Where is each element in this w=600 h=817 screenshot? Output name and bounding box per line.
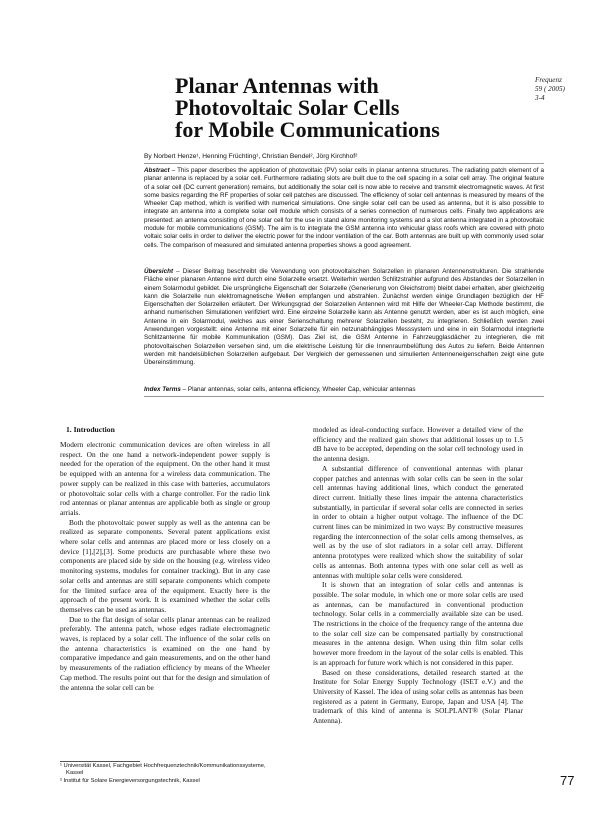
uebersicht-label: Übersicht [144, 268, 174, 275]
journal-volume: 59 ( 2005) [535, 85, 565, 93]
body-column-left [60, 440, 270, 692]
page-number: 77 [560, 773, 575, 788]
uebersicht-text: – Dieser Beitrag beschreibt die Verwendung von photovoltaischen Solarzellen in planaren Antennenstrukturen. Die strahlende Fläche einer planaren Antenne wird durch eine Solarzelle ersetzt. Weiterhin werden Schlitzstrahler aufgrund des Abstandes der Solarzellen in einem Solarmodul gebildet. Die ursprüngliche Eigenschaft der Solarzelle (Generierung von Gleichstrom) bleibt dabei erhalten, aber gleichzeitig kann die Solarzelle nun elektromagnetische Wellen empfangen und abstrahlen. Zunächst werden einige Grundlagen bezüglich der HF Eigenschaften der Solarzellen erläutert. Der Wirkungsgrad der Solarzellen Antennen wird mit Hilfe der Wheeler-Cap Methode bestimmt, die anhand numerischen Simulationen verifiziert wird. Eine einzelne Solarzelle kann als Antenne genutzt werden, aber es ist auch möglich, eine Antenne in ein Solarmodul, welches aus einer Serienschaltung mehrerer Solarzellen besteht, zu integrieren. Schließlich werden zwei Anwendungen vorgestellt: eine Antenne mit einer Solarzelle für ein netzunabhängiges Messsystem und eine in ein Solarmodul integrierte Schlitzantenne für mobile Kommunikation (GSM). Das Ziel ist, die GSM Antenne in Fahrzeugglasdächer zu integrieren, die mit photovoltaischen Solarzellen versehen sind, um die elektrische Leistung für die Innenraumbelüftung des Autos zu liefern. Beide Antennen werden mit handelsüblichen Solarzellen aufgebaut. Der Vergleich der gemessenen und simulierten Antenneneigenschaften zeigt eine gute Übereinstimmung. [144, 268, 544, 367]
abstract-text: – This paper describes the application of photovoltaic (PV) solar cells in planar antenna structures. The radiating patch element of a planar antenna is replaced by a solar cell. Furthermore radiating slots are built due to the cell spacing in a solar cell array. The original feature of a solar cell (DC current generation) remains, but additionally the solar cell is now able to receive and transmit electromagnetic waves. At first some basics regarding the RF properties of solar cell patches are discussed. The efficiency of solar cell antennas is measured by means of the Wheeler Cap method, which is verified with numerical simulations. One single solar cell can be used as antenna, but it is also possible to integrate an antenna into a complete solar cell module which consists of a series connection of numerous cells. Finally two applications are presented: an antenna consisting of one solar cell for the use in stand alone monitoring systems and a slot antenna integrated in a photovoltaic module for mobile communications (GSM). The aim is to integrate the GSM antenna into vehicular glass roofs which are covered with photo voltaic solar cells in order to deliver the electric power for the indoor ventilation of the car. Both antennas are built up with commonly used solar cells. The comparison of measured and simulated antenna properties shows a good agreement. [144, 167, 544, 249]
abstract-english [144, 167, 544, 250]
abstract-divider-top [144, 163, 544, 164]
author-line: By Norbert Henze¹, Henning Früchting¹, Christian Bendel², Jörg Kirchhof² [144, 153, 358, 160]
paragraph: Modern electronic communication devices are often wireless in all respect. On the one hand a network-independent power supply is needed for the operation of the equipment. On the other hand it must be equipped with an antenna for a wireless data communication. The power supply can be realized in this case with batteries, accumulators or photovoltaic solar cells with a charge controller. For the radio link rod antennas or planar antennas are applicable both as single or group arrials. [60, 440, 270, 517]
index-terms-label: Index Terms [144, 386, 181, 393]
footnote-1: ¹ Universität Kassel, Fachgebiet Hochfrequenztechnik/Kommunikationssysteme, Kassel [60, 763, 266, 777]
journal-issue: 3-4 [535, 94, 545, 102]
section-heading-introduction: 1. Introduction [66, 425, 115, 434]
title-line-1: Planar Antennas with [175, 73, 379, 98]
abstract-label: Abstract [144, 167, 170, 174]
paragraph: It is shown that an integration of solar cells and antennas is possible. The solar module, in which one or more solar cells are used as antennas, can be manufactured in conventional production technology. Solar cells in a commercially available size can be used. The restrictions in the choice of the frequency range of the antenna due to the solar cell size can be compensated partially by constructional measures in the antenna design. When using thin film solar cells however more freedom in the layout of the solar cells is enabled. This is an approach for future work which is not considered in this paper. [313, 580, 523, 667]
body-column-right [313, 425, 523, 726]
abstract-german [144, 268, 544, 368]
paragraph: Both the photovoltaic power supply as well as the antenna can be realized as separate components. Several patent applications exist where solar cells and antennas are placed more or less closely on a device [1],[2],[3]. Some products are purchasable where these two components are placed side by side on the housing (e.g. wireless video monitoring systems, modules for container tracking). But in any case solar cells and antennas are still separate components which compete for the limited surface area of the equipment. Exactly here is the approach of the present work. It is examined whether the solar cells themselves can be used as antennas. [60, 517, 270, 614]
index-terms [144, 386, 544, 394]
title-line-2: Photovoltaic Solar Cells [175, 95, 400, 120]
footnote-2: ² Institut für Solare Energieversorgungstechnik, Kassel [60, 777, 200, 784]
journal-reference [535, 76, 595, 103]
paragraph: Due to the flat design of solar cells planar antennas can be realized preferably. The antenna patch, whose edges radiate electromagnetic waves, is replaced by a solar cell. The influence of the solar cells on the antenna characteristics is examined on the one hand by comparative impedance and gain measurements, and on the other hand by measurements of the radiation efficiency by means of the Wheeler Cap method. The results point out that for the design and simulation of the antenna the solar cell can be [60, 614, 270, 692]
paragraph: Based on these considerations, detailed research started at the Institute for Solar Energy Supply Technology (ISET e.V.) and the University of Kassel. The idea of using solar cells as antennas has been registered as a patent in Germany, Europe, Japan and USA [4]. The trademark of this kind of antenna is SOLPLANT® (Solar Planar Antenna). [313, 667, 523, 726]
article-title [175, 75, 505, 141]
index-terms-text: – Planar antennas, solar cells, antenna efficiency, Wheeler Cap, vehicular antennas [180, 386, 416, 393]
title-line-3: for Mobile Communications [175, 117, 440, 142]
abstract-divider-bottom [144, 396, 544, 397]
paragraph: modeled as ideal-conducting surface. However a detailed view of the efficiency and the realized gain shows that additional losses up to 1.5 dB have to be accepted, depending on the solar cell technology used in the antenna design. [313, 425, 523, 464]
footnotes [60, 763, 275, 785]
journal-name: Frequenz [535, 76, 562, 84]
footnote-divider [60, 761, 140, 762]
paragraph: A substantial difference of conventional antennas with planar copper patches and antennas with solar cells can be seen in the solar cell antennas having additional lines, which conduct the generated direct current. Initially these lines impair the antenna characteristics substantially, in particular if several solar cells are connected in series in order to obtain a higher output voltage. The influence of the DC current lines can be minimized in two ways: By constructive measures regarding the interconnection of the solar cells among themselves, as well as by the use of slot radiators in a solar cell array. Different antenna prototypes were realized which show the suitability of solar cells as antennas. Both antenna types with one solar cell as well as antennas with multiple solar cells were considered. [313, 463, 523, 580]
